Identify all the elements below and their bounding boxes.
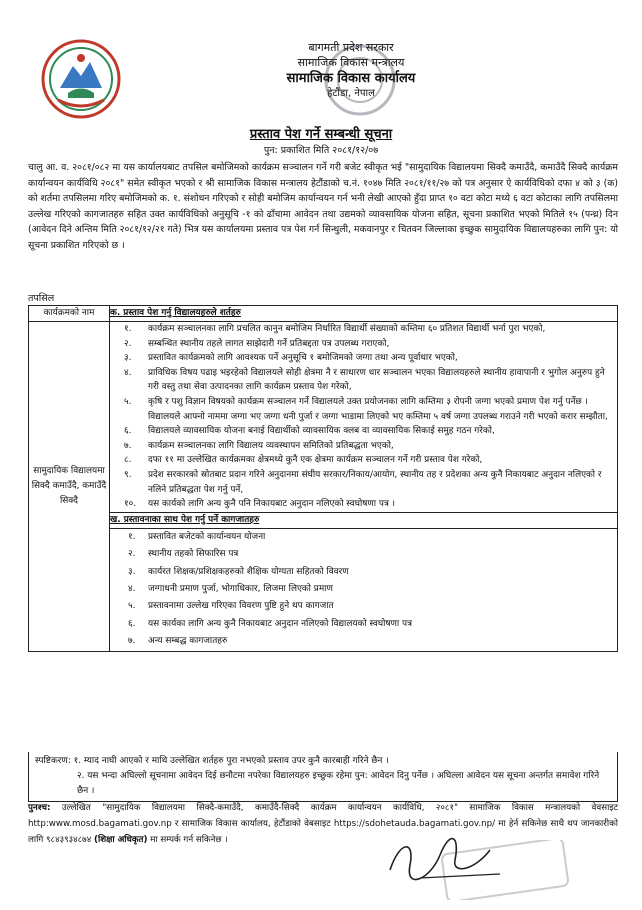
office-seal-icon [320,40,400,120]
item-text: कार्यक्रम सञ्चालनका लागि विद्यालय व्यवस्थापन समितिको प्रतिबद्धता भएको, [148,440,394,451]
item-text: प्रस्तावनामा उल्लेख गरिएका विवरण पुष्टि हुने थप कागजात [148,601,334,612]
item-text: अन्य सम्बद्ध कागजातहरु [148,636,228,647]
item-number: ४. [128,583,136,594]
item-text: स्थानीय तहको सिफारिस पत्र [148,549,239,560]
program-name-header: कार्यक्रमको नाम [29,306,110,322]
item-text: प्रस्तावित कार्यक्रमको लागि आवश्यक पर्ने अनुसूचि १ बमोजिमको जग्गा तथा अन्य पूर्वाधार भएको, [148,353,458,364]
list-item [110,439,617,454]
documents-cell [110,528,618,651]
list-item [110,529,617,546]
list-item [110,598,617,615]
item-number: ७. [124,440,132,451]
item-text: कार्यक्रम सञ्चालनका लागि प्रचलित कानुन बमोजिम निर्धारित विद्यार्थी संख्याको कम्तिमा ६० प्रतिशत विद्यार्थी भर्ना पुरा भएको, [148,324,546,334]
list-item [110,468,617,497]
list-item [110,497,617,512]
list-item [110,424,617,439]
postscript-tail: मा सम्पर्क गर्न सकिनेछ । [147,835,228,845]
tapsil-label: तपसिल [28,293,55,304]
item-text: यस कार्यका लागि अन्य कुनै निकायबाट अनुदान नलिएको विद्यालयको स्वघोषणा पत्र [148,618,412,629]
list-item [110,564,617,581]
header-line-2: सामाजिक विकास मन्त्रालय [297,56,405,69]
header-line-3: सामाजिक विकास कार्यालय [286,71,416,86]
conditions-table [28,305,618,652]
list-item [110,581,617,598]
item-text: यस कार्यको लागि अन्य कुनै पनि निकायबाट अनुदान नलिएको स्वघोषणा पत्र । [148,499,396,510]
postscript-officer: (शिक्षा अधिकृत) [93,835,148,845]
documents-list [110,529,617,651]
list-item [110,395,617,424]
item-text: सम्बन्धित स्थानीय तहले लागत साझेदारी गर्ने प्रतिबद्दता पत्र उपलब्ध गराएको, [148,338,390,349]
item-number: १०. [124,499,137,510]
conditions-list [110,322,617,512]
item-number: ५. [128,601,136,612]
clarification-line-1: स्पष्टिकरण: १. म्याद नाघी आएको र माथि उल्लेखित शर्तहरु पुरा नभएको प्रस्ताव उपर कुनै कारबाही गरिने छैन । [35,756,389,766]
item-number: ३. [124,353,132,364]
list-item [110,546,617,563]
postscript-label: पुनश्च: [28,803,51,813]
item-text: कार्यरत शिक्षक/प्रशिक्षकहरुको शैक्षिक योग्यता सहितको विवरण [148,566,349,577]
item-text: दफा ११ मा उल्लेखित कार्यक्रमका क्षेत्रमध्ये कुनै एक क्षेत्रमा कार्यक्रम सञ्चालन गर्ने गरी प्रस्ताव पेश गरेको, [148,455,483,466]
signature-icon [380,830,520,885]
item-text: प्रदेश सरकारको स्रोतबाट प्रदान गरिने अनुदानमा संघीय सरकार/निकाय/आयोग, स्थानीय तह र प्रदेशका अन्य कुनै निकायबाट अनुदान नलिएको र नलिने प्रतिबद्धता पेश गर्नु पर्ने, [148,469,602,495]
item-text: विद्यालयले व्यावसायिक योजना बनाई विद्यार्थीको व्यावसायिक क्लब वा व्यावसायिक सिकाई समुह गठन गरेको, [148,426,495,437]
list-item [110,616,617,633]
program-name-cell: सामुदायिक विद्यालयमा सिक्दै कमाउँदै, कमाउँदै सिक्दै [29,322,110,652]
list-item [110,453,617,468]
clarification-note [28,752,618,802]
postscript-text: उल्लेखित "सामुदायिक विद्यालयमा सिक्दै-कमाउँदै, कमाउँदै-सिक्दै कार्यक्रम कार्यान्वयन कार्यविधि, २०८१" सामाजिक विकास मन्त्रालयको वेवसाइट http:www.mosd.bagamati.gov.np र सामाजिक विकास कार्यालय, हेटौंडाको वेबसाइट https://sdohetauda.bagamati.gov.np/ मा हेर्न सकिनेछ साथै थप जानकारीको लागि ९८४३९३४८७४ [28,803,618,845]
clarification-line-2: २. यस भन्दा अघिल्लो सूचनामा आवेदन दिई छनौटमा नपरेका विद्यालयहरु इच्छुक रहेमा पुन: आवेदन दिनु पर्नेछ । अघिल्ला आवेदन यस सूचना अन्तर्गत समावेश गरिने छैन । [77,771,600,796]
item-text: कृषि र पशु विज्ञान विषयको कार्यक्रम सञ्चालन गर्ने विद्यालयले उक्त प्रयोजनका लागि कम्तिमा ३ रोपनी जग्गा भएको प्रमाण पेश गर्नु पर्नेछ । विद्यालयले आफ्नो नाममा जग्गा भए जग्गा धनी पुर्जा र जग्गा भाडामा लिएको भए कम्तिमा ५ वर्ष जग्गा उपलब्ध गराउने गरी भएको करार सम्झौता, [148,396,608,422]
list-item [110,633,617,650]
intro-paragraph: चालु आ. व. २०८१/०८२ मा यस कार्यालयबाट तपसिल बमोजिमको कार्यक्रम सञ्चालन गर्ने गरी बजेट स्वीकृत भई "सामुदायिक विद्यालयमा सिक्दै कमाउँदै, कमाउँदै सिक्दै कार्यक्रम कार्यान्वयन कार्यविधि २०८१" समेत स्वीकृत भएको र श्री सामाजिक विकास मन्त्रालय हेटौंडाको च.नं. १०४७ मिति २०८१/११/२७ को पत्र अनुसार ऐ कार्यविधिको दफा ४ को ३ (क) को शर्तमा तपसिलमा गरिए बमोजिमको क. १. संशोधन गरिएको र सोही बमोजिम कार्यान्वयन गर्न भनी लेखी आएको हुँदा प्राप्त १० वटा कोटा मध्ये ६ वटा कोटाका लागि तपसिलमा उल्लेख गरिएको कागजातहरु सहित उक्त कार्यविधिको अनुसूचि -१ को ढाँचामा आवेदन तथा उद्यमको व्यावसायिक योजना सहित, सूचना प्रकाशित भएको मितिले १५ (पन्ध्र) दिन (आवेदन दिने अन्तिम मिति २०८१/१२/२१ गते) भित्र यस कार्यालयमा प्रस्ताव पत्र पेश गर्न सिन्धुली, मकवानपुर र चितवन जिल्लाका इच्छुक सामुदायिक विद्यालयहरुका लागि पुन: यो सूचना प्रकाशित गरिएको छ । [28,162,618,251]
item-number: ५. [124,396,132,407]
item-number: ७. [128,636,136,647]
item-number: ६. [124,426,132,437]
item-number: ३. [128,566,136,577]
list-item [110,366,617,395]
item-number: ९. [124,469,132,480]
item-number: ८. [124,455,132,466]
header-line-1: बागमती प्रदेश सरकार [308,41,394,54]
notice-title: प्रस्ताव पेश गर्ने सम्बन्धी सूचना [249,127,393,142]
list-item [110,337,617,352]
item-text: जग्गाधनी प्रमाण पुर्जा, भोगाधिकार, लिजमा लिएको प्रमाण [148,583,333,594]
item-number: ६. [128,618,136,629]
list-item [110,351,617,366]
item-number: १. [124,324,132,334]
item-text: प्राविधिक विषय पढाइ भइरहेको विद्यालयले सोही क्षेत्रमा नै र साधारण धार सञ्चालन भएका विद्यालयहरुले स्थानीय हावापानी र भुगोल अनुरुप हुने गरी वस्तु तथा सेवा उत्पादनका लागि कार्यक्रम प्रस्ताव पेश गरेको, [148,367,605,393]
republish-date: पुन: प्रकाशित मिति २०८१/१२/०७ [263,145,379,156]
header-line-4: हेटौंडा, नेपाल [327,88,375,99]
item-text: प्रस्तावित बजेटको कार्यान्वयन योजना [148,531,266,542]
item-number: ४. [124,367,132,378]
item-number: २. [124,338,132,349]
conditions-cell [110,322,618,513]
list-item [110,322,617,337]
section-a-header: क. प्रस्ताव पेश गर्नु विद्यालयहरुले शर्तहरु [110,306,618,322]
section-b-header: ख. प्रस्तावनाका साथ पेश गर्नु पर्ने कागजातहरु [110,512,618,528]
item-number: १. [128,531,136,542]
item-number: २. [128,549,136,560]
